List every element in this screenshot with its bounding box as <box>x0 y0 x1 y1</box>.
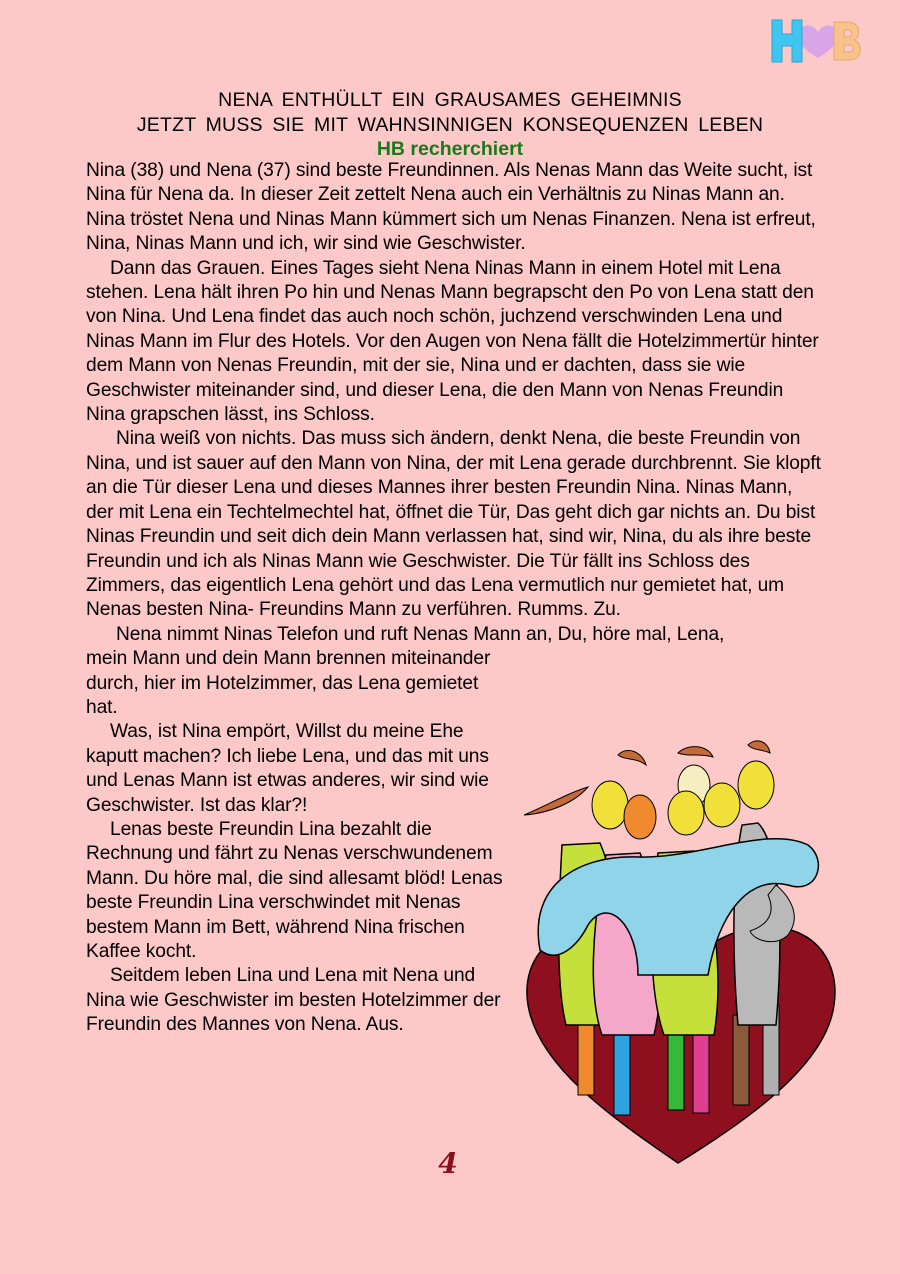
page-number: 4 <box>438 1147 458 1180</box>
paragraph-6: Lenas beste Freundin Lina bezahlt die Rechnung und fährt zu Nenas verschwundenem Mann. Du höre mal, die sind allesamt blöd! Lenas beste Freundin Lina verschwindet mit Nenas bestem Mann im Bett, während Nina frischen Kaffee kocht. <box>86 818 503 962</box>
paragraph-7: Seitdem leben Lina und Lena mit Nena und Nina wie Geschwister im besten Hotelzimmer der Freundin des Mannes von Nena. Aus. <box>86 965 501 1036</box>
logo-heart-shape <box>797 25 838 58</box>
paragraph-5: Was, ist Nina empört, Willst du meine Ehe kaputt machen? Ich liebe Lena, und das mit uns und Lenas Mann ist etwas anderes, wir sind wie Geschwister. Ist das klar?! <box>86 721 489 816</box>
hugging-friends-illustration <box>518 735 840 1165</box>
headline-line-1: NENA ENTHÜLLT EIN GRAUSAMES GEHEIMNIS <box>218 89 682 111</box>
logo-letter-b <box>834 22 860 60</box>
hair <box>748 741 770 753</box>
leg <box>693 1025 709 1113</box>
paragraph-1: Nina (38) und Nena (37) sind beste Freundinnen. Als Nenas Mann das Weite sucht, ist Nina für Nena da. In dieser Zeit zettelt Nena auch ein Verhältnis zu Ninas Mann an. Nina tröstet Nena und Ninas Mann kümmert sich um Nenas Finanzen. Nena ist erfreut, Nina, Ninas Mann und ich, wir sind wie Geschwister. <box>86 160 816 255</box>
hair <box>618 750 646 765</box>
byline: HB recherchiert <box>376 138 524 160</box>
paragraph-4: Nena nimmt Ninas Telefon und ruft Nenas Mann an, Du, höre mal, Lena, <box>116 623 725 645</box>
leg <box>733 1015 749 1105</box>
logo-letter-h <box>772 20 802 62</box>
headline <box>86 88 814 162</box>
hair <box>524 787 588 815</box>
hair <box>678 747 713 757</box>
paragraph-4-continued: mein Mann und dein Mann brennen miteinander durch, hier im Hotelzimmer, das Lena gemietet hat. <box>86 648 491 718</box>
head <box>592 781 628 829</box>
head <box>704 783 740 827</box>
head <box>668 791 704 835</box>
hb-logo-graphic <box>768 14 868 70</box>
headline-line-2: JETZT MUSS SIE MIT WAHNSINNIGEN KONSEQUENZEN LEBEN <box>136 113 764 136</box>
paragraph-3: Nina weiß von nichts. Das muss sich ändern, denkt Nena, die beste Freundin von Nina, und ist sauer auf den Mann von Nina, der mit Lena gerade durchbrennt. Sie klopft an die Tür dieser Lena und dieses Mannes ihrer besten Freundin Nina. Ninas Mann, der mit Lena ein Techtelmechtel hat, öffnet die Tür, Das geht dich gar nichts an. Du bist Ninas Freundin und seit dich dein Mann verlassen hat, sind wir, Nina, du als ihre beste Freundin und ich als Ninas Mann wie Geschwister. Die Tür fällt ins Schloss des Zimmers, das eigentlich Lena gehört und das Lena vermutlich nur gemietet hat, um Nenas besten Nina- Freundins Mann zu verführen. Rumms. Zu. <box>86 428 821 621</box>
hb-logo <box>768 14 868 70</box>
head <box>624 795 656 839</box>
paragraph-2: Dann das Grauen. Eines Tages sieht Nena Ninas Mann in einem Hotel mit Lena stehen. Lena hält ihren Po hin und Nenas Mann begrapscht den Po von Lena statt den von Nina. Und Lena findet das auch noch schön, juchzend verschwinden Lena und Ninas Mann im Flur des Hotels. Vor den Augen von Nena fällt die Hotelzimmertür hinter dem Mann von Nenas Freundin, mit der sie, Nina und er dachten, dass sie wie Geschwister miteinander sind, und dieser Lena, die den Mann von Nenas Freundin Nina grapschen lässt, ins Schloss. <box>86 257 819 426</box>
head <box>738 761 774 809</box>
